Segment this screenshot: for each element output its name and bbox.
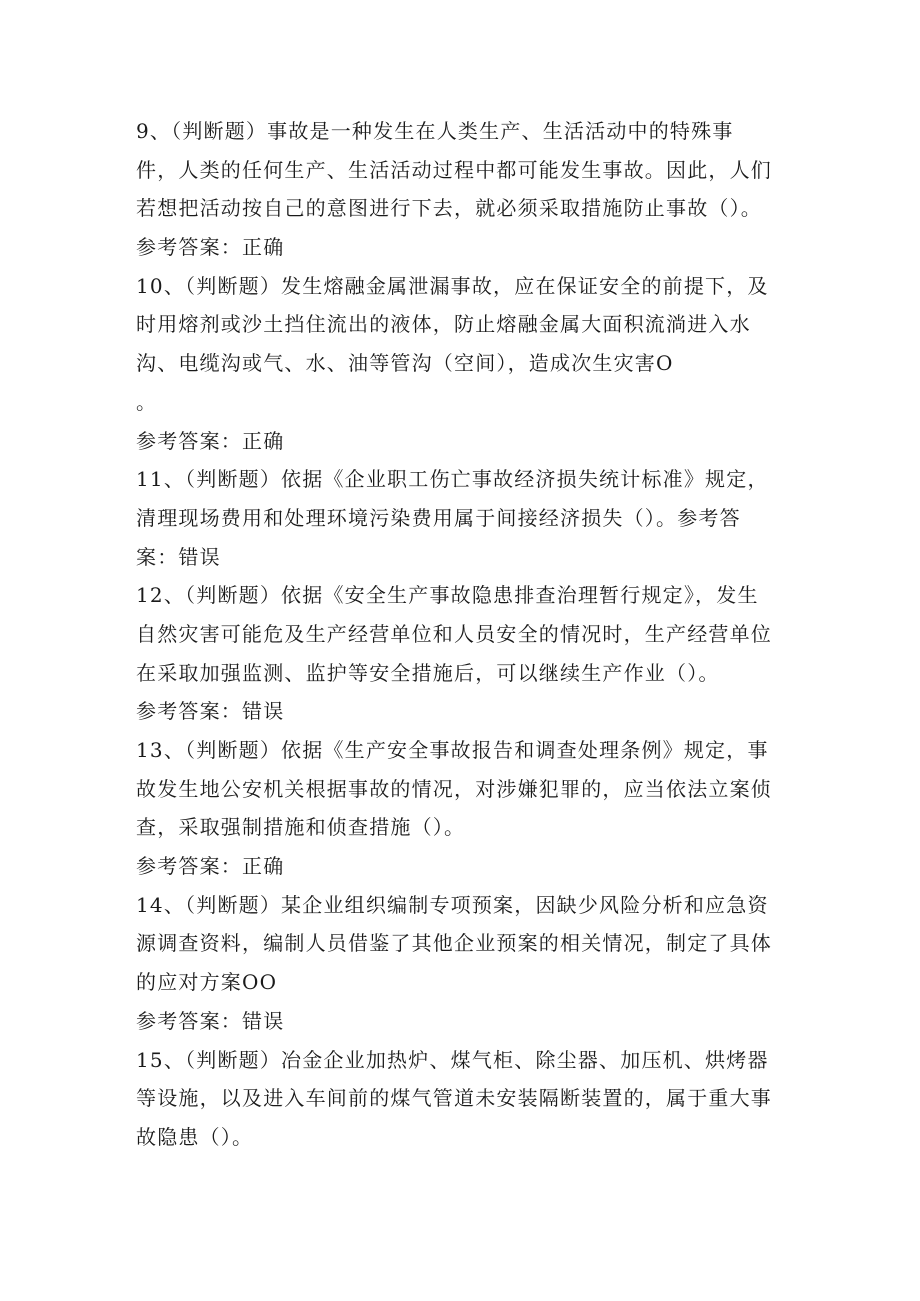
question-text-line: 9、（判断题）事故是一种发生在人类生产、生活活动中的特殊事: [136, 119, 734, 143]
question-text-line: 10、（判断题）发生熔融金属泄漏事故，应在保证安全的前提下，及: [136, 273, 769, 298]
question-11: [136, 460, 796, 576]
question-list: [136, 112, 796, 1157]
question-text-line: 时用熔剂或沙土挡住流出的液体，防止熔融金属大面积流淌进入水: [136, 312, 751, 337]
question-text-line: 在采取加强监测、监护等安全措施后，可以继续生产作业（）。: [136, 660, 720, 685]
question-text-line: 若想把活动按自己的意图进行下去，就必须采取措施防止事故（）。: [136, 196, 762, 221]
answer-line: 参考答案：错误: [136, 1008, 285, 1033]
question-text-line: 源调查资料，编制人员借鉴了其他企业预案的相关情况，制定了具体: [136, 931, 772, 956]
question-text-line: 沟、电缆沟或气、水、油等管沟（空间），造成次生灾害O: [136, 351, 674, 376]
question-9: [136, 112, 796, 267]
question-10: [136, 267, 796, 460]
answer-line: 参考答案：正确: [136, 428, 285, 453]
answer-line: 参考答案：正确: [136, 854, 285, 879]
question-text-line: 件，人类的任何生产、生活活动过程中都可能发生事故。因此，人们: [136, 157, 772, 182]
question-text-line: 11、（判断题）依据《企业职工伤亡事故经济损失统计标准》规定，: [136, 467, 769, 492]
question-text-line: 故隐患（）。: [136, 1124, 254, 1149]
question-14: [136, 886, 796, 1041]
question-15: [136, 1041, 796, 1157]
question-text-line: 自然灾害可能危及生产经营单位和人员安全的情况时，生产经营单位: [136, 621, 772, 646]
question-text-line: 14、（判断题）某企业组织编制专项预案，因缺少风险分析和应急资: [136, 892, 769, 917]
question-text-line: 13、（判断题）依据《生产安全事故报告和调查处理条例》规定，事: [136, 738, 769, 762]
question-text-line: 的应对方案OO: [136, 970, 278, 995]
answer-line: 参考答案：正确: [136, 235, 285, 260]
question-text-line: 查，采取强制措施和侦查措施（）。: [136, 815, 466, 840]
question-text-line: 故发生地公安机关根据事故的情况，对涉嫌犯罪的，应当依法立案侦: [136, 776, 772, 801]
question-text-line: 12、（判断题）依据《安全生产事故隐患排查治理暂行规定》，发生: [136, 583, 759, 608]
answer-line: 参考答案：错误: [136, 699, 285, 724]
question-13: [136, 731, 796, 886]
answer-line: 案：错误: [136, 544, 221, 569]
question-text-line: 。: [136, 389, 158, 414]
question-12: [136, 576, 796, 731]
question-text-line: 15、（判断题）冶金企业加热炉、煤气柜、除尘器、加压机、烘烤器: [136, 1047, 769, 1072]
question-text-line: 等设施，以及进入车间前的煤气管道未安装隔断装置的，属于重大事: [136, 1086, 772, 1111]
question-text-line: 清理现场费用和处理环境污染费用属于间接经济损失（）。参考答: [136, 505, 741, 530]
